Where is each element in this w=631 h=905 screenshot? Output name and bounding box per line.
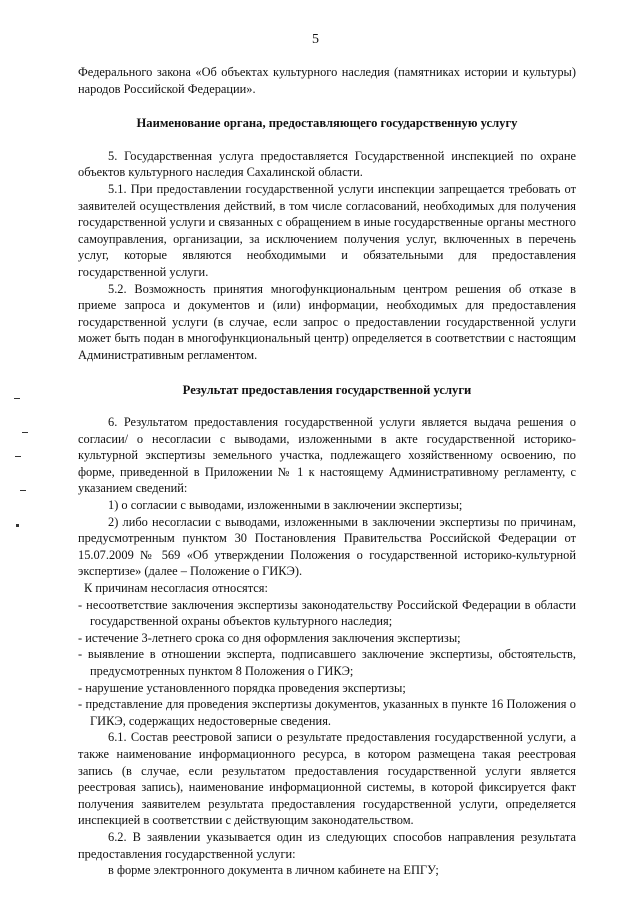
page-number: 5 bbox=[312, 32, 319, 47]
paragraph-5-1: 5.1. При предоставлении государственной услуги инспекции запрещается требовать от заявителей осуществления действий, в том числе согласований, необходимых для получения государственной услуги и связанных с обращением в иные государственные органы местного самоуправления, организации, за исключением получения услуг, включенных в перечень услуг, которые являются необходимыми и обязательными для предоставления государственной услуги. bbox=[78, 181, 576, 279]
section-heading-result: Результат предоставления государственной услуги bbox=[182, 382, 472, 397]
paragraph-5: 5. Государственная услуга предоставляется Государственной инспекцией по охране объектов культурного наследия Сахалинской области. bbox=[78, 148, 576, 180]
margin-mark bbox=[22, 432, 28, 433]
intro-paragraph: Федерального закона «Об объектах культурного наследия (памятниках истории и культуры) народов Российской Федерации». bbox=[78, 65, 576, 96]
reason-item: - представление для проведения экспертизы документов, указанных в пункте 16 Положения о ГИКЭ, содержащих недостоверные сведения. bbox=[78, 697, 576, 728]
paragraph-5-2: 5.2. Возможность принятия многофункциональным центром решения об отказе в приеме запроса и документов и (или) информации, необходимых для предоставления государственной услуги (в случае, если запрос о предоставлении государственной услуги может быть подан в многофункциональный центр) определяется в соответствии с настоящим Административным регламентом. bbox=[78, 281, 576, 362]
paragraph-6-2-method: в форме электронного документа в личном кабинете на ЕПГУ; bbox=[108, 863, 439, 878]
reasons-intro: К причинам несогласия относятся: bbox=[84, 581, 268, 596]
reason-item: - истечение 3-летнего срока со дня оформления заключения экспертизы; bbox=[78, 630, 461, 645]
paragraph-6: 6. Результатом предоставления государственной услуги является выдача решения о согласии/ о несогласии с выводами, изложенными в акте государственной историко-культурной экспертизы земельного участка, подлежащего хозяйственному освоению, по форме, приведенной в Приложении № 1 к настоящему Административному регламенту, с указанием сведений: bbox=[78, 415, 576, 496]
document-body bbox=[78, 64, 576, 879]
option-agree: 1) о согласии с выводами, изложенными в заключении экспертизы; bbox=[108, 498, 463, 513]
paragraph-6-1: 6.1. Состав реестровой записи о результате предоставления государственной услуги, а также наименование информационного ресурса, в котором размещена такая реестровая запись (в случае, если результатом предоставления государственной услуги является реестровая запись), наименование информационной системы, в которой фиксируется факт получения заявителем результата предоставления государственной услуги, определяется инспекцией в соответствии с действующим законодательством. bbox=[78, 730, 576, 828]
option-disagree: 2) либо несогласии с выводами, изложенными в заключении экспертизы по причинам, предусмотренным пунктом 30 Постановления Правительства Российской Федерации от 15.07.2009 № 569 «Об утверждении Положения о государственной историко-культурной экспертизе» (далее – Положение о ГИКЭ). bbox=[78, 514, 576, 579]
reason-item: - несоответствие заключения экспертизы законодательству Российской Федерации в области государственной охраны объектов культурного наследия; bbox=[78, 597, 576, 629]
margin-mark bbox=[15, 456, 21, 457]
paragraph-6-2: 6.2. В заявлении указывается один из следующих способов направления результата предоставления государственной услуги: bbox=[78, 829, 576, 861]
reason-item: - выявление в отношении эксперта, подписавшего заключение экспертизы, обстоятельств, предусмотренных пунктом 8 Положения о ГИКЭ; bbox=[78, 647, 576, 678]
section-heading-authority: Наименование органа, предоставляющего государственную услугу bbox=[136, 116, 518, 131]
margin-mark bbox=[20, 490, 26, 491]
margin-mark bbox=[16, 524, 19, 527]
reason-item: - нарушение установленного порядка проведения экспертизы; bbox=[78, 680, 406, 695]
margin-mark bbox=[14, 398, 20, 399]
